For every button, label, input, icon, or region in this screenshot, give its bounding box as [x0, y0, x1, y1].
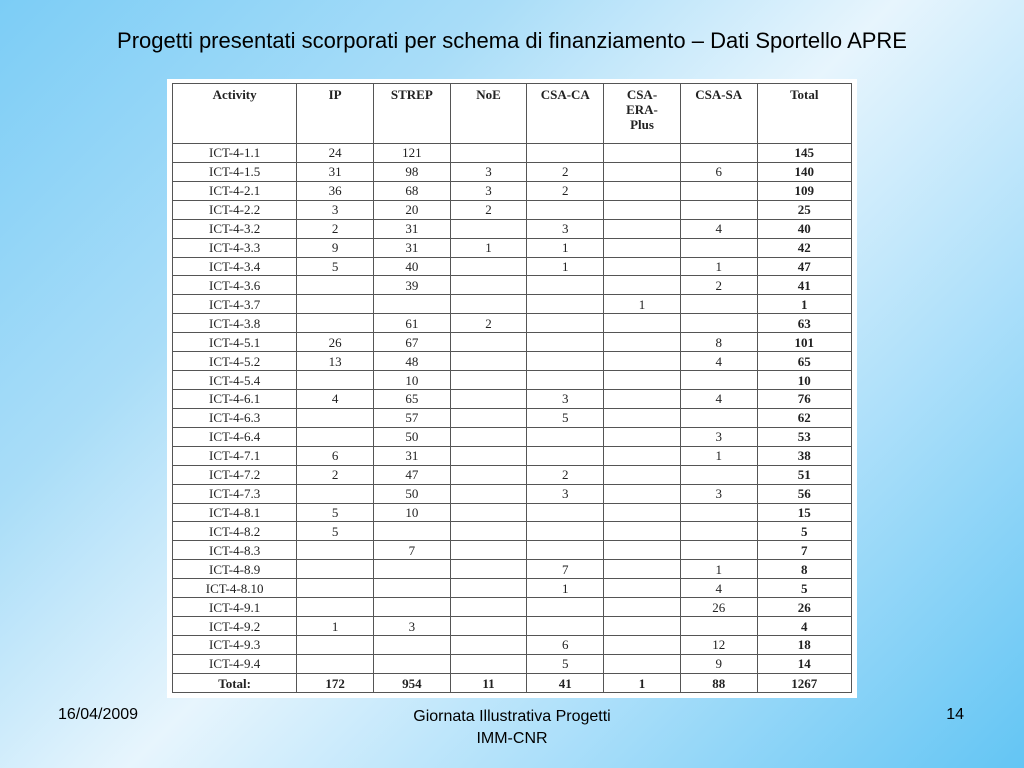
count-cell — [527, 503, 604, 522]
column-total-cell: 1 — [604, 674, 681, 693]
count-cell: 5 — [527, 408, 604, 427]
count-cell — [680, 408, 757, 427]
count-cell — [680, 541, 757, 560]
row-total-cell: 15 — [757, 503, 851, 522]
column-header: IP — [297, 84, 374, 144]
footer-date: 16/04/2009 — [58, 706, 139, 723]
count-cell — [604, 162, 681, 181]
count-cell — [450, 635, 527, 654]
count-cell — [604, 314, 681, 333]
count-cell: 3 — [373, 617, 450, 636]
activity-cell: ICT-4-3.3 — [173, 238, 297, 257]
count-cell — [680, 503, 757, 522]
count-cell: 7 — [527, 560, 604, 579]
table-row — [173, 408, 852, 427]
count-cell: 20 — [373, 200, 450, 219]
column-total-cell: 88 — [680, 674, 757, 693]
activity-cell: ICT-4-3.8 — [173, 314, 297, 333]
row-total-cell: 65 — [757, 352, 851, 371]
count-cell — [450, 617, 527, 636]
count-cell — [604, 371, 681, 390]
count-cell — [604, 541, 681, 560]
count-cell: 65 — [373, 389, 450, 408]
table-row — [173, 219, 852, 238]
table-image-frame — [167, 79, 857, 698]
row-total-cell: 62 — [757, 408, 851, 427]
count-cell: 31 — [297, 162, 374, 181]
count-cell: 2 — [680, 276, 757, 295]
row-total-cell: 1 — [757, 295, 851, 314]
count-cell: 5 — [297, 522, 374, 541]
count-cell: 1 — [680, 446, 757, 465]
table-row — [173, 579, 852, 598]
table-row — [173, 162, 852, 181]
count-cell — [604, 617, 681, 636]
table-row — [173, 617, 852, 636]
count-cell: 13 — [297, 352, 374, 371]
activity-cell: ICT-4-8.10 — [173, 579, 297, 598]
activity-cell: ICT-4-9.3 — [173, 635, 297, 654]
column-header: Total — [757, 84, 851, 144]
count-cell — [450, 352, 527, 371]
count-cell: 1 — [680, 257, 757, 276]
count-cell — [680, 465, 757, 484]
table-row — [173, 333, 852, 352]
table-row — [173, 200, 852, 219]
count-cell — [680, 522, 757, 541]
count-cell: 4 — [297, 389, 374, 408]
count-cell — [297, 654, 374, 673]
count-cell — [527, 427, 604, 446]
count-cell: 40 — [373, 257, 450, 276]
count-cell: 48 — [373, 352, 450, 371]
count-cell — [527, 200, 604, 219]
count-cell — [604, 181, 681, 200]
count-cell — [373, 295, 450, 314]
activity-cell: ICT-4-8.1 — [173, 503, 297, 522]
row-total-cell: 7 — [757, 541, 851, 560]
count-cell — [680, 181, 757, 200]
activity-cell: ICT-4-8.9 — [173, 560, 297, 579]
activity-cell: ICT-4-5.2 — [173, 352, 297, 371]
table-row — [173, 238, 852, 257]
count-cell — [450, 503, 527, 522]
count-cell — [450, 446, 527, 465]
table-row — [173, 427, 852, 446]
count-cell: 2 — [527, 162, 604, 181]
column-header: CSA- ERA- Plus — [604, 84, 681, 144]
count-cell — [450, 522, 527, 541]
count-cell — [373, 579, 450, 598]
count-cell — [373, 654, 450, 673]
table-row — [173, 295, 852, 314]
count-cell — [604, 352, 681, 371]
count-cell: 57 — [373, 408, 450, 427]
count-cell — [604, 484, 681, 503]
footer-event-line1: Giornata Illustrativa Progetti — [413, 708, 611, 725]
footer-event-title — [362, 706, 662, 750]
row-total-cell: 14 — [757, 654, 851, 673]
count-cell: 7 — [373, 541, 450, 560]
count-cell: 68 — [373, 181, 450, 200]
count-cell: 67 — [373, 333, 450, 352]
count-cell — [297, 295, 374, 314]
count-cell — [450, 427, 527, 446]
count-cell: 6 — [527, 635, 604, 654]
count-cell — [680, 314, 757, 333]
row-total-cell: 42 — [757, 238, 851, 257]
funding-scheme-table — [172, 83, 852, 693]
count-cell — [297, 314, 374, 333]
column-header: Activity — [173, 84, 297, 144]
count-cell: 3 — [450, 162, 527, 181]
footer-page-number: 14 — [946, 706, 964, 723]
count-cell: 5 — [297, 503, 374, 522]
count-cell: 10 — [373, 503, 450, 522]
count-cell — [680, 371, 757, 390]
row-total-cell: 109 — [757, 181, 851, 200]
count-cell: 61 — [373, 314, 450, 333]
row-total-cell: 101 — [757, 333, 851, 352]
count-cell — [527, 522, 604, 541]
count-cell: 24 — [297, 144, 374, 163]
row-total-cell: 51 — [757, 465, 851, 484]
activity-cell: ICT-4-1.5 — [173, 162, 297, 181]
activity-cell: ICT-4-9.2 — [173, 617, 297, 636]
count-cell — [450, 560, 527, 579]
count-cell — [450, 598, 527, 617]
count-cell — [297, 427, 374, 446]
count-cell — [604, 598, 681, 617]
count-cell — [604, 560, 681, 579]
count-cell: 3 — [680, 484, 757, 503]
table-row — [173, 522, 852, 541]
row-total-cell: 47 — [757, 257, 851, 276]
count-cell — [604, 522, 681, 541]
row-total-cell: 5 — [757, 522, 851, 541]
count-cell — [297, 635, 374, 654]
activity-cell: ICT-4-5.1 — [173, 333, 297, 352]
activity-cell: ICT-4-7.2 — [173, 465, 297, 484]
count-cell: 31 — [373, 219, 450, 238]
count-cell: 2 — [450, 200, 527, 219]
table-row — [173, 654, 852, 673]
row-total-cell: 38 — [757, 446, 851, 465]
count-cell: 26 — [680, 598, 757, 617]
count-cell: 3 — [527, 484, 604, 503]
totals-label: Total: — [173, 674, 297, 693]
count-cell: 9 — [297, 238, 374, 257]
table-totals-row — [173, 674, 852, 693]
count-cell — [680, 238, 757, 257]
activity-cell: ICT-4-8.2 — [173, 522, 297, 541]
slide-title: Progetti presentati scorporati per schema di finanziamento – Dati Sportello APRE — [117, 28, 907, 53]
row-total-cell: 10 — [757, 371, 851, 390]
count-cell: 10 — [373, 371, 450, 390]
count-cell — [450, 144, 527, 163]
table-row — [173, 465, 852, 484]
count-cell — [604, 276, 681, 295]
count-cell — [297, 541, 374, 560]
count-cell: 2 — [527, 465, 604, 484]
count-cell: 12 — [680, 635, 757, 654]
column-header: NoE — [450, 84, 527, 144]
count-cell — [450, 465, 527, 484]
count-cell — [527, 541, 604, 560]
count-cell — [604, 219, 681, 238]
count-cell — [297, 408, 374, 427]
table-row — [173, 276, 852, 295]
count-cell — [450, 371, 527, 390]
activity-cell: ICT-4-7.1 — [173, 446, 297, 465]
count-cell — [604, 465, 681, 484]
table-row — [173, 371, 852, 390]
count-cell — [450, 219, 527, 238]
count-cell: 1 — [527, 579, 604, 598]
count-cell — [450, 295, 527, 314]
count-cell — [297, 579, 374, 598]
count-cell: 31 — [373, 446, 450, 465]
count-cell: 4 — [680, 219, 757, 238]
count-cell: 1 — [527, 238, 604, 257]
column-total-cell: 1267 — [757, 674, 851, 693]
count-cell — [297, 484, 374, 503]
count-cell: 1 — [604, 295, 681, 314]
count-cell: 5 — [527, 654, 604, 673]
row-total-cell: 53 — [757, 427, 851, 446]
table-row — [173, 257, 852, 276]
activity-cell: ICT-4-6.4 — [173, 427, 297, 446]
count-cell — [604, 144, 681, 163]
table-row — [173, 446, 852, 465]
row-total-cell: 18 — [757, 635, 851, 654]
count-cell — [604, 333, 681, 352]
table-row — [173, 635, 852, 654]
row-total-cell: 26 — [757, 598, 851, 617]
count-cell: 3 — [450, 181, 527, 200]
count-cell — [527, 598, 604, 617]
count-cell: 1 — [680, 560, 757, 579]
activity-cell: ICT-4-7.3 — [173, 484, 297, 503]
count-cell — [527, 276, 604, 295]
count-cell: 4 — [680, 389, 757, 408]
row-total-cell: 41 — [757, 276, 851, 295]
table-row — [173, 484, 852, 503]
count-cell — [604, 635, 681, 654]
count-cell: 1 — [297, 617, 374, 636]
activity-cell: ICT-4-9.4 — [173, 654, 297, 673]
footer-event-line2: IMM-CNR — [476, 730, 548, 747]
count-cell — [604, 200, 681, 219]
row-total-cell: 4 — [757, 617, 851, 636]
count-cell — [604, 408, 681, 427]
table-row — [173, 314, 852, 333]
count-cell — [604, 389, 681, 408]
column-total-cell: 11 — [450, 674, 527, 693]
count-cell — [450, 579, 527, 598]
count-cell — [527, 314, 604, 333]
table-row — [173, 560, 852, 579]
count-cell — [297, 371, 374, 390]
count-cell: 3 — [527, 219, 604, 238]
count-cell — [450, 654, 527, 673]
count-cell — [450, 408, 527, 427]
count-cell — [527, 333, 604, 352]
count-cell — [450, 389, 527, 408]
column-total-cell: 172 — [297, 674, 374, 693]
table-row — [173, 352, 852, 371]
table-row — [173, 598, 852, 617]
row-total-cell: 25 — [757, 200, 851, 219]
activity-cell: ICT-4-3.6 — [173, 276, 297, 295]
table-row — [173, 389, 852, 408]
count-cell — [604, 238, 681, 257]
count-cell — [450, 257, 527, 276]
count-cell — [527, 617, 604, 636]
count-cell — [297, 560, 374, 579]
count-cell — [527, 446, 604, 465]
row-total-cell: 56 — [757, 484, 851, 503]
activity-cell: ICT-4-2.1 — [173, 181, 297, 200]
table-row — [173, 541, 852, 560]
row-total-cell: 63 — [757, 314, 851, 333]
column-total-cell: 41 — [527, 674, 604, 693]
count-cell: 3 — [680, 427, 757, 446]
count-cell: 2 — [450, 314, 527, 333]
count-cell: 6 — [297, 446, 374, 465]
count-cell — [373, 635, 450, 654]
count-cell — [604, 503, 681, 522]
table-row — [173, 181, 852, 200]
count-cell — [297, 598, 374, 617]
table-row — [173, 144, 852, 163]
table-row — [173, 503, 852, 522]
count-cell — [604, 257, 681, 276]
activity-cell: ICT-4-6.3 — [173, 408, 297, 427]
count-cell: 8 — [680, 333, 757, 352]
count-cell — [604, 579, 681, 598]
column-header: STREP — [373, 84, 450, 144]
count-cell: 2 — [297, 465, 374, 484]
count-cell — [297, 276, 374, 295]
count-cell — [604, 427, 681, 446]
count-cell: 121 — [373, 144, 450, 163]
activity-cell: ICT-4-3.2 — [173, 219, 297, 238]
activity-cell: ICT-4-9.1 — [173, 598, 297, 617]
count-cell: 26 — [297, 333, 374, 352]
count-cell — [450, 276, 527, 295]
count-cell: 98 — [373, 162, 450, 181]
count-cell — [604, 654, 681, 673]
table-header-row — [173, 84, 852, 144]
count-cell: 31 — [373, 238, 450, 257]
count-cell — [527, 295, 604, 314]
row-total-cell: 5 — [757, 579, 851, 598]
count-cell — [527, 371, 604, 390]
count-cell — [450, 541, 527, 560]
count-cell: 36 — [297, 181, 374, 200]
count-cell — [527, 352, 604, 371]
count-cell: 4 — [680, 579, 757, 598]
count-cell — [450, 484, 527, 503]
count-cell — [680, 617, 757, 636]
count-cell: 3 — [527, 389, 604, 408]
activity-cell: ICT-4-3.4 — [173, 257, 297, 276]
count-cell: 50 — [373, 484, 450, 503]
row-total-cell: 140 — [757, 162, 851, 181]
count-cell — [680, 295, 757, 314]
count-cell — [373, 598, 450, 617]
table-body — [173, 144, 852, 674]
count-cell — [604, 446, 681, 465]
column-header: CSA-CA — [527, 84, 604, 144]
count-cell — [450, 333, 527, 352]
count-cell: 1 — [527, 257, 604, 276]
count-cell: 6 — [680, 162, 757, 181]
activity-cell: ICT-4-2.2 — [173, 200, 297, 219]
count-cell: 39 — [373, 276, 450, 295]
count-cell — [373, 560, 450, 579]
row-total-cell: 76 — [757, 389, 851, 408]
count-cell — [373, 522, 450, 541]
row-total-cell: 40 — [757, 219, 851, 238]
count-cell — [527, 144, 604, 163]
count-cell — [680, 144, 757, 163]
count-cell: 3 — [297, 200, 374, 219]
column-header: CSA-SA — [680, 84, 757, 144]
count-cell: 47 — [373, 465, 450, 484]
count-cell: 2 — [527, 181, 604, 200]
count-cell: 4 — [680, 352, 757, 371]
count-cell: 9 — [680, 654, 757, 673]
activity-cell: ICT-4-6.1 — [173, 389, 297, 408]
count-cell: 50 — [373, 427, 450, 446]
activity-cell: ICT-4-3.7 — [173, 295, 297, 314]
row-total-cell: 8 — [757, 560, 851, 579]
activity-cell: ICT-4-1.1 — [173, 144, 297, 163]
count-cell: 1 — [450, 238, 527, 257]
count-cell — [680, 200, 757, 219]
activity-cell: ICT-4-8.3 — [173, 541, 297, 560]
count-cell: 5 — [297, 257, 374, 276]
column-total-cell: 954 — [373, 674, 450, 693]
row-total-cell: 145 — [757, 144, 851, 163]
count-cell: 2 — [297, 219, 374, 238]
activity-cell: ICT-4-5.4 — [173, 371, 297, 390]
